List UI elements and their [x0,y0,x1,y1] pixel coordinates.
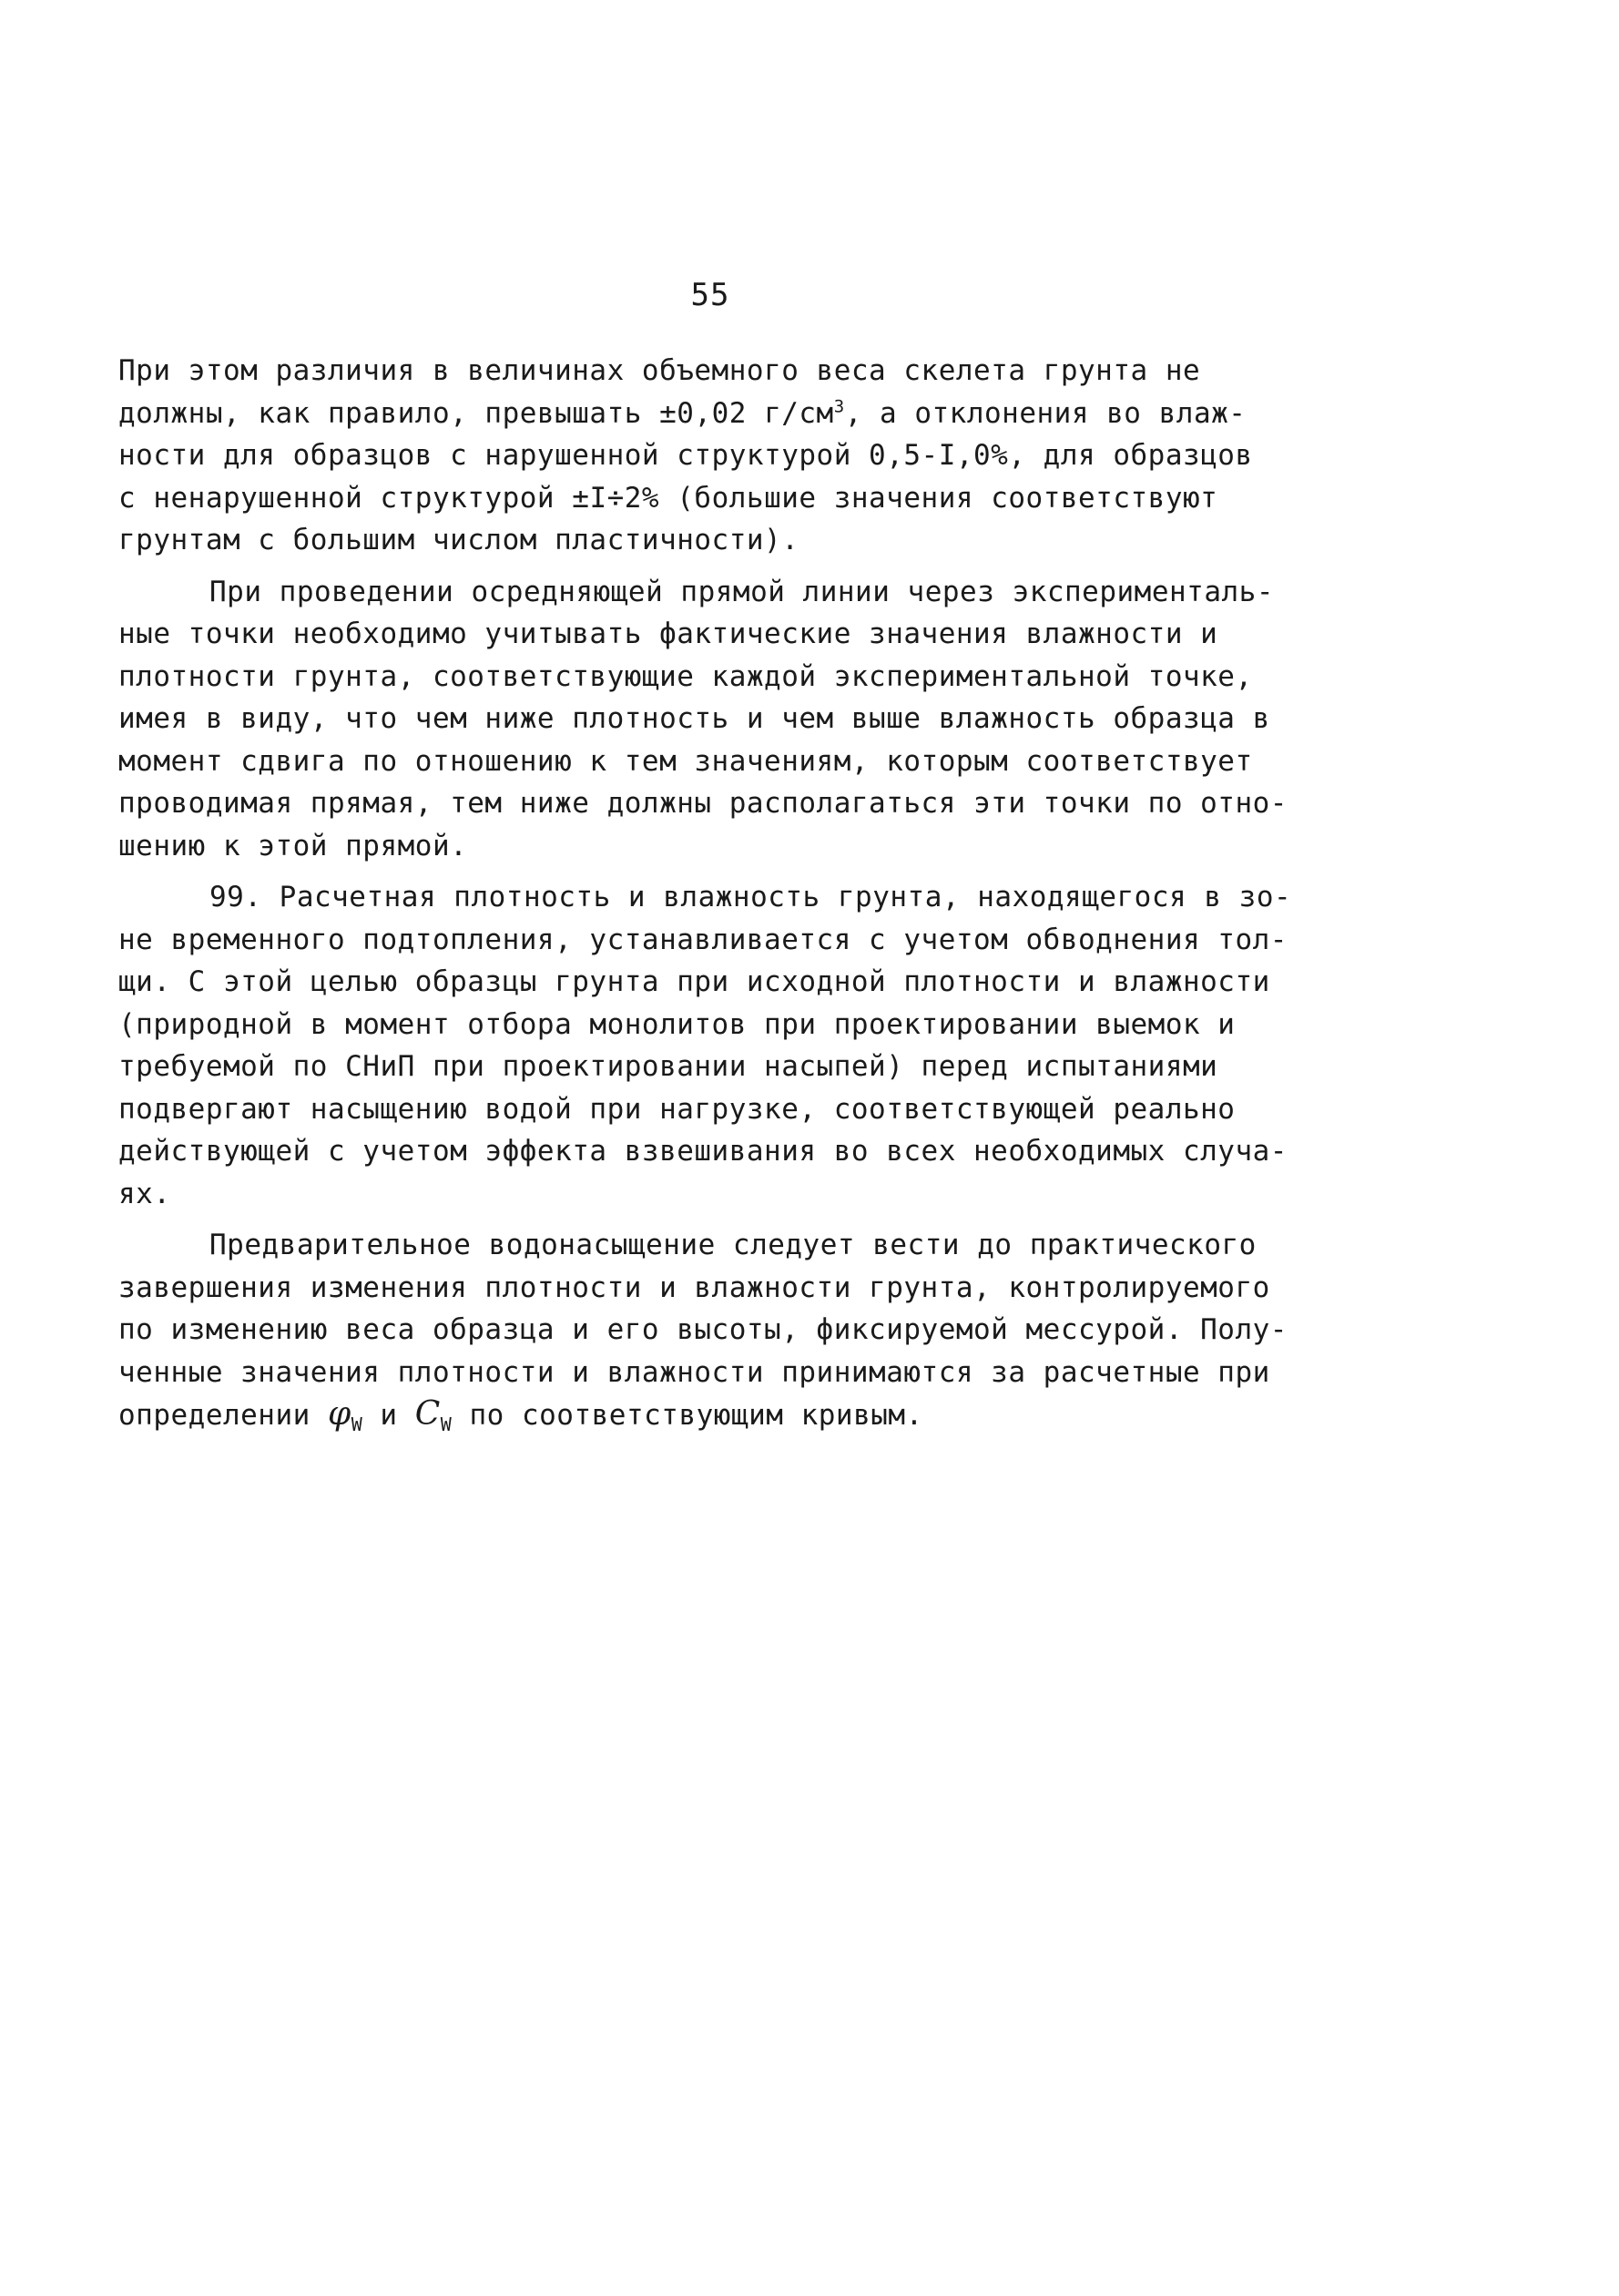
text-line: ности для образцов с нарушенной структурой 0,5-I,0%, для образцов [118,439,1253,472]
text-line: ях. [118,1177,171,1210]
text-line: подвергают насыщению водой при нагрузке, соответствующей реально [118,1092,1236,1126]
text-line: по изменению веса образца и его высоты, фиксируемой мессурой. Полу- [118,1313,1288,1346]
text-line: плотности грунта, соответствующие каждой экспериментальной точке, [118,659,1253,693]
text-line: (природной в момент отбора монолитов при проектировании выемок и [118,1007,1236,1041]
subscript: W [440,1413,453,1436]
density-value: 0,02 г/см [677,396,834,430]
text-line: ные точки необходимо учитывать фактические значения влажности и [118,617,1218,650]
text-line [118,477,1302,520]
paragraph-gap [118,867,1302,876]
line-text: должны, как правило, превышать [118,396,660,430]
plus-minus-sign: ± [659,396,677,430]
text-line: завершения изменения плотности и влажности грунта, контролируемого [118,1270,1270,1304]
text-line: не временного подтопления, устанавливается с учетом обводнения тол- [118,923,1288,956]
c-symbol: C [414,1395,441,1433]
text-line: При этом различия в величинах объемного веса скелета грунта не [118,354,1201,387]
subscript: W [351,1413,363,1436]
paragraph-gap [118,1215,1302,1224]
text-line: щи. С этой целью образцы грунта при исходной плотности и влажности [118,965,1270,998]
text-line [118,1393,1302,1436]
text-line: 99. Расчетная плотность и влажность грунта, находящегося в зо- [209,881,1292,913]
text-line: требуемой по СНиП при проектировании насыпей) перед испытаниями [118,1050,1218,1083]
line-text: по соответствующим кривым. [452,1399,923,1432]
phi-symbol: φ [327,1395,351,1433]
paragraph-2 [118,571,1302,868]
paragraph-4 [118,1224,1302,1436]
document-body [118,350,1302,1436]
text-line: момент сдвига по отношению к тем значениям, которым соответствует [118,744,1253,778]
text-line: проводимая прямая, тем ниже должны располагаться эти точки по отно- [118,787,1288,820]
paragraph-gap [118,562,1302,571]
page-number: 55 [690,277,730,313]
exponent: 3 [833,396,845,417]
text-line [118,393,1302,435]
line-text: и [362,1399,415,1432]
text-line: Предварительное водонасыщение следует вести до практического [209,1229,1257,1261]
line-text: , а отклонения во влаж- [844,396,1247,430]
line-text: I÷2% (большие значения соответствуют [589,481,1218,515]
text-line: действующей с учетом эффекта взвешивания во всех необходимых случа- [118,1135,1288,1168]
line-text: с ненарушенной структурой [118,481,573,515]
plus-minus-sign: ± [572,481,590,515]
text-line: шению к этой прямой. [118,829,468,862]
text-line: При проведении осредняющей прямой линии через эксперименталь- [209,575,1274,608]
paragraph-3 [118,876,1302,1215]
line-text: определении [118,1399,328,1432]
text-line: ченные значения плотности и влажности принимаются за расчетные при [118,1355,1270,1389]
text-line: грунтам с большим числом пластичности). [118,524,799,556]
text-line: имея в виду, что чем ниже плотность и чем выше влажность образца в [118,702,1270,735]
paragraph-1 [118,350,1302,562]
